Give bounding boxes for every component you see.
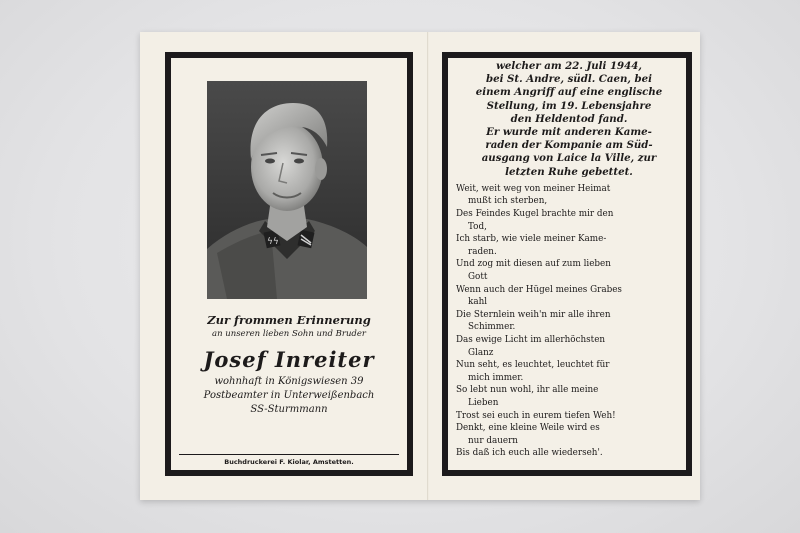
bio-line: einem Angriff auf eine englische <box>475 86 663 99</box>
card-fold <box>427 32 429 500</box>
poem-line: Trost sei euch in eurem tiefen Weh! <box>456 410 616 421</box>
occupation-line: Postbeamter in Unterweißenbach <box>203 390 375 401</box>
memorial-card <box>140 32 700 500</box>
poem-line: Gott <box>468 271 488 282</box>
printer-credit: Buchdruckerei F. Kiolar, Amstetten. <box>224 458 354 466</box>
poem-line: raden. <box>468 246 497 257</box>
poem-line: Schimmer. <box>468 322 516 333</box>
bio-line: raden der Kompanie am Süd- <box>485 139 653 152</box>
memorial-poem <box>456 183 682 460</box>
rank-line: SS-Sturmmann <box>250 404 328 415</box>
poem-line: Das ewige Licht im allerhöchsten <box>456 334 606 345</box>
poem-line: mußt ich sterben, <box>468 196 548 207</box>
bio-line: den Heldentod fand. <box>510 112 628 125</box>
poem-line: kahl <box>468 297 488 308</box>
poem-line: Und zog mit diesen auf zum lieben <box>456 259 611 270</box>
bio-line: Er wurde mit anderen Kame- <box>486 126 652 139</box>
bio-line: letzten Ruhe gebettet. <box>505 165 633 178</box>
poem-line: nur dauern <box>468 435 518 446</box>
printer-divider <box>179 454 399 455</box>
poem-line: So lebt nun wohl, ihr alle meine <box>456 385 599 396</box>
death-notice-text <box>456 60 682 179</box>
poem-line: Weit, weit weg von meiner Heimat <box>456 183 611 194</box>
bio-line: welcher am 22. Juli 1944, <box>496 60 642 72</box>
bio-line: Stellung, im 19. Lebensjahre <box>486 99 652 112</box>
poem-line: Ich starb, wie viele meiner Kame- <box>456 234 607 245</box>
dedication-heading: Zur frommen Erinnerung <box>207 313 371 327</box>
svg-text:ϟϟ: ϟϟ <box>267 237 279 247</box>
right-panel <box>442 52 692 476</box>
poem-line: Nun seht, es leuchtet, leuchtet für <box>456 360 610 371</box>
bio-line: bei St. Andre, südl. Caen, bei <box>486 73 652 86</box>
portrait-photo <box>207 81 367 299</box>
poem-line: Des Feindes Kugel brachte mir den <box>456 209 614 220</box>
poem-line: Tod, <box>468 221 487 232</box>
dedication-subtitle: an unseren lieben Sohn und Bruder <box>212 329 366 339</box>
poem-line: Wenn auch der Hügel meines Grabes <box>456 284 622 295</box>
residence-line: wohnhaft in Königswiesen 39 <box>214 376 364 387</box>
right-text-block <box>456 60 682 460</box>
poem-line: Bis daß ich euch alle wiederseh'. <box>456 448 603 459</box>
poem-line: Glanz <box>468 347 494 358</box>
bio-line: ausgang von Laice la Ville, zur <box>481 152 657 165</box>
deceased-name: Josef Inreiter <box>203 347 375 372</box>
portrait-image <box>207 81 367 299</box>
poem-line: Lieben <box>468 397 499 408</box>
poem-line: Die Sternlein weih'n mir alle ihren <box>456 309 611 320</box>
poem-line: mich immer. <box>468 372 524 383</box>
left-panel <box>165 52 413 476</box>
dedication-block <box>171 313 407 417</box>
poem-line: Denkt, eine kleine Weile wird es <box>456 423 600 434</box>
